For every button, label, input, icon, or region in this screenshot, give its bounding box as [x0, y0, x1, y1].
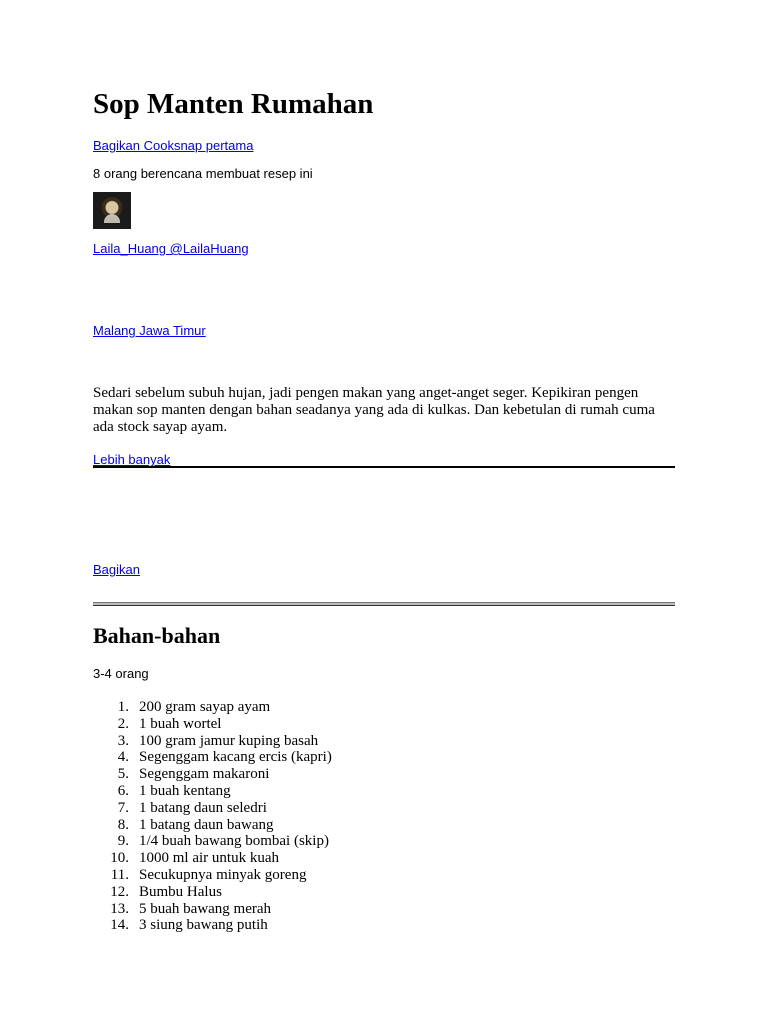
ingredient-text: Segenggam kacang ercis (kapri): [139, 749, 332, 766]
plan-count-text: 8 orang berencana membuat resep ini: [93, 166, 313, 181]
ingredient-number: 6.: [117, 782, 129, 799]
ingredient-item: [93, 884, 332, 901]
ingredient-number: 2.: [117, 715, 129, 732]
ingredient-number: 1.: [117, 699, 129, 715]
ingredient-item: [93, 800, 332, 817]
ingredient-text: 200 gram sayap ayam: [139, 699, 271, 715]
author-avatar[interactable]: [93, 192, 131, 229]
more-link[interactable]: Lebih banyak: [93, 452, 171, 467]
more-divider: [93, 466, 675, 468]
share-link[interactable]: Bagikan: [93, 562, 140, 577]
ingredient-number: 10.: [110, 850, 129, 867]
ingredient-text: 1 buah kentang: [139, 782, 231, 799]
recipe-title: Sop Manten Rumahan: [93, 88, 374, 120]
ingredient-item: [93, 766, 332, 783]
ingredients-list: [93, 699, 332, 934]
ingredient-number: 5.: [117, 766, 129, 783]
ingredient-item: [93, 783, 332, 800]
ingredient-item: [93, 699, 332, 716]
ingredient-item: [93, 833, 332, 850]
ingredient-number: 14.: [110, 917, 129, 934]
servings-text: 3-4 orang: [93, 666, 149, 681]
ingredient-item: [93, 817, 332, 834]
ingredient-number: 7.: [117, 799, 129, 816]
section-divider: [93, 602, 675, 606]
ingredient-text: Segenggam makaroni: [139, 766, 270, 783]
ingredient-item: [93, 867, 332, 884]
ingredient-text: 100 gram jamur kuping basah: [139, 732, 319, 749]
ingredient-number: 11.: [110, 866, 129, 883]
ingredient-item: [93, 901, 332, 918]
ingredient-number: 3.: [117, 732, 129, 749]
ingredient-number: 4.: [117, 749, 129, 766]
ingredient-text: 5 buah bawang merah: [139, 900, 272, 917]
ingredient-number: 8.: [117, 816, 129, 833]
ingredient-text: 1/4 buah bawang bombai (skip): [139, 833, 329, 850]
ingredient-item: [93, 733, 332, 750]
location-link[interactable]: Malang Jawa Timur: [93, 323, 206, 338]
recipe-description: Sedari sebelum subuh hujan, jadi pengen makan yang anget-anget seger. Kepikiran pengen makan sop manten dengan bahan seadanya yang ada di kulkas. Dan kebetulan di rumah cuma ada stock sayap ayam.: [93, 385, 655, 435]
ingredient-number: 9.: [117, 833, 129, 850]
ingredient-item: [93, 716, 332, 733]
ingredient-text: 1000 ml air untuk kuah: [139, 850, 279, 867]
author-link[interactable]: Laila_Huang @LailaHuang: [93, 241, 249, 256]
ingredient-text: 1 buah wortel: [139, 715, 222, 732]
ingredient-item: [93, 850, 332, 867]
ingredient-number: 12.: [110, 883, 129, 900]
ingredients-heading: Bahan-bahan: [93, 623, 221, 648]
ingredient-text: 3 siung bawang putih: [139, 917, 268, 934]
ingredient-number: 13.: [110, 900, 129, 917]
ingredient-item: [93, 917, 332, 934]
ingredient-text: 1 batang daun seledri: [139, 799, 267, 816]
ingredient-text: Bumbu Halus: [139, 883, 222, 900]
cooksnap-link[interactable]: Bagikan Cooksnap pertama: [93, 138, 254, 153]
ingredient-text: 1 batang daun bawang: [139, 816, 274, 833]
ingredient-text: Secukupnya minyak goreng: [139, 866, 307, 883]
ingredient-item: [93, 749, 332, 766]
